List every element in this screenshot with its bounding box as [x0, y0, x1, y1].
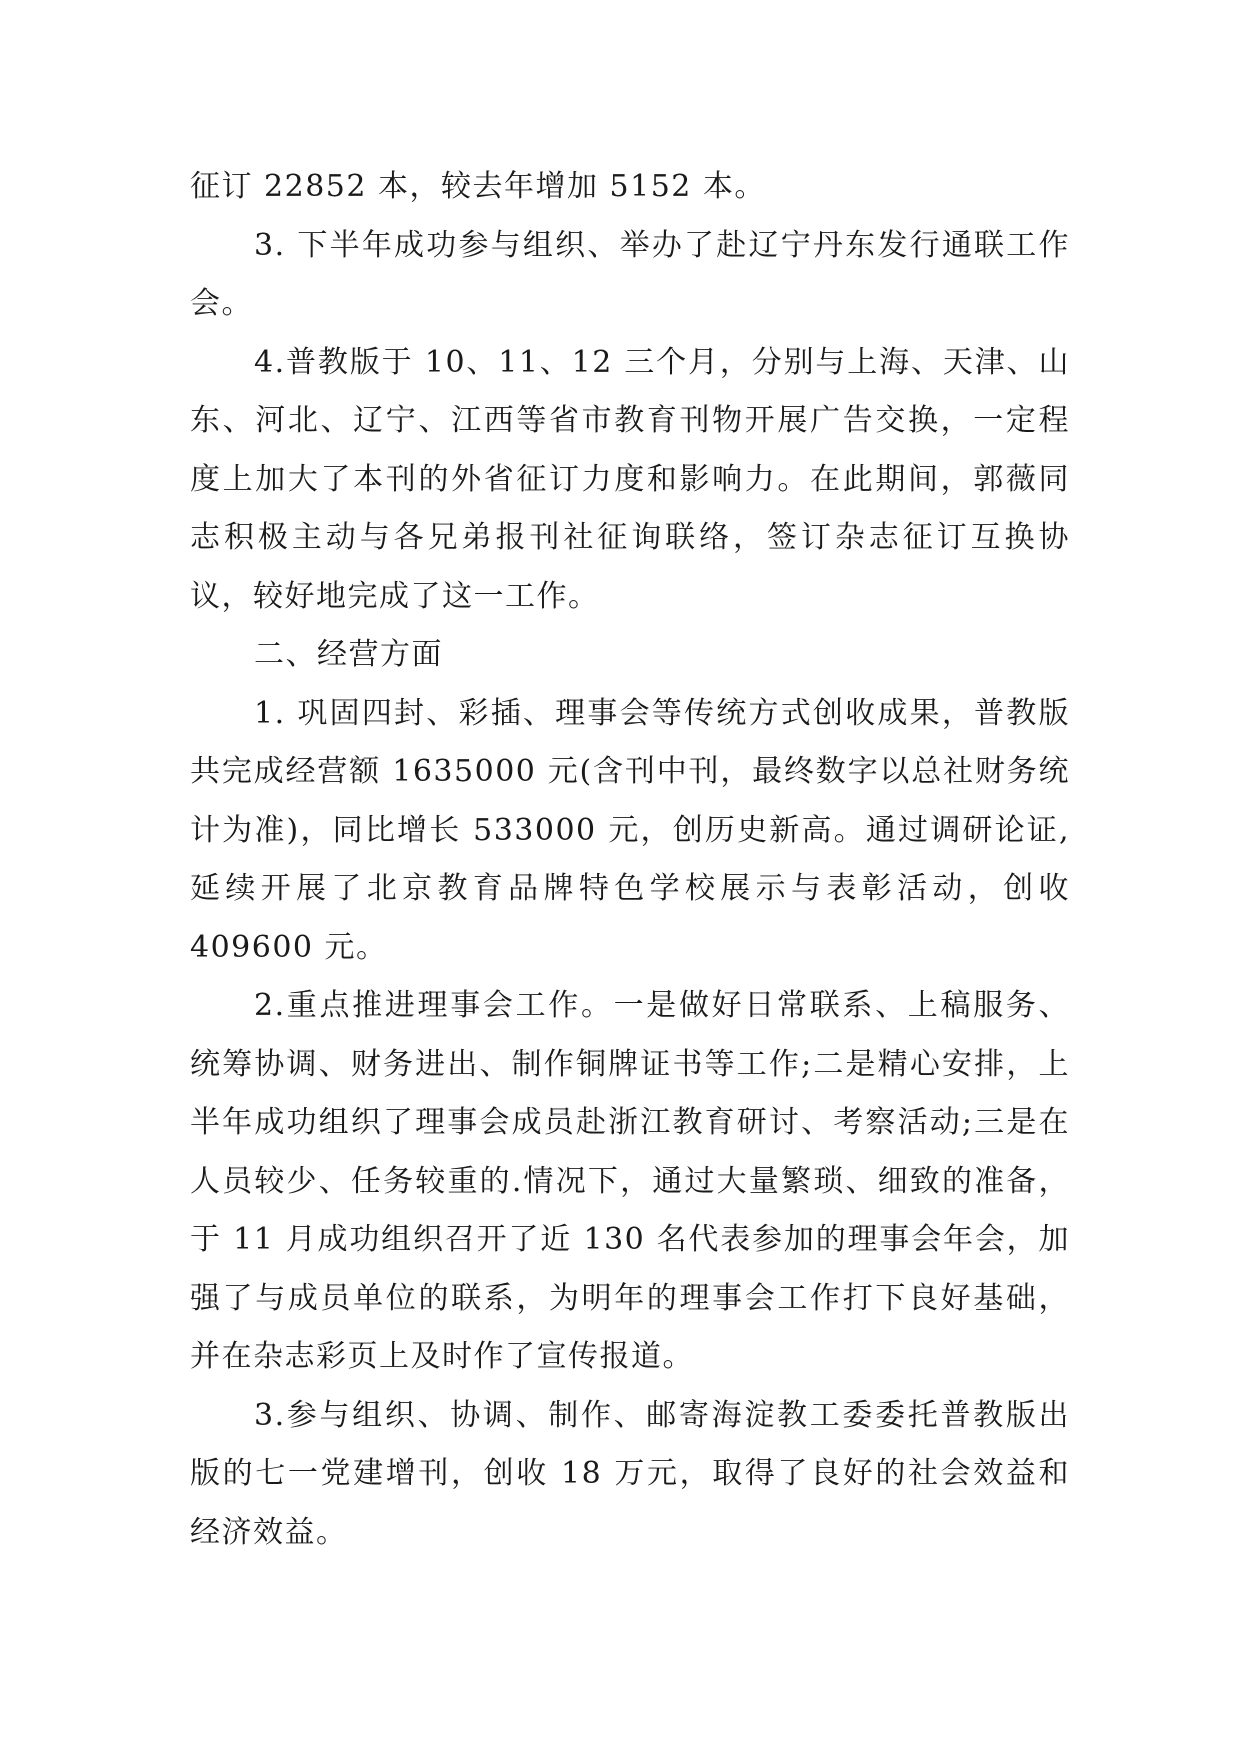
paragraph-operations-item-3: 3.参与组织、协调、制作、邮寄海淀教工委委托普教版出版的七一党建增刊，创收 18 万元，取得了良好的社会效益和经济效益。	[190, 1397, 1070, 1550]
paragraph-operations-item-2: 2.重点推进理事会工作。一是做好日常联系、上稿服务、统筹协调、财务进出、制作铜牌证书等工作;二是精心安排，上半年成功组织了理事会成员赴浙江教育研讨、考察活动;三是在人员较少、任务较重的.情况下，通过大量繁琐、细致的准备，于 11 月成功组织召开了近 130 名代表参加的理事会年会，加强了与成员单位的联系，为明年的理事会工作打下良好基础，并在杂志彩页上及时作了宣传报道。	[190, 988, 1070, 1374]
paragraph-item-4-ad-exchange: 4.普教版于 10、11、12 三个月，分别与上海、天津、山东、河北、辽宁、江西等省市教育刊物开展广告交换，一定程度上加大了本刊的外省征订力度和影响力。在此期间，郭薇同志积极主动与各兄弟报刊社征询联络，签订杂志征订互换协议，较好地完成了这一工作。	[190, 344, 1070, 614]
paragraph-operations-item-1: 1. 巩固四封、彩插、理事会等传统方式创收成果，普教版共完成经营额 1635000 元(含刊中刊，最终数字以总社财务统计为准)，同比增长 533000 元，创历史新高。通过调研论证,延续开展了北京教育品牌特色学校展示与表彰活动，创收 409600 元。	[190, 695, 1070, 965]
document-body	[190, 158, 1070, 1562]
paragraph-item-3-liaoning-meeting: 3. 下半年成功参与组织、举办了赴辽宁丹东发行通联工作会。	[190, 227, 1070, 321]
section-heading-operations: 二、经营方面	[254, 637, 443, 672]
paragraph-continuation: 征订 22852 本，较去年增加 5152 本。	[190, 169, 766, 204]
